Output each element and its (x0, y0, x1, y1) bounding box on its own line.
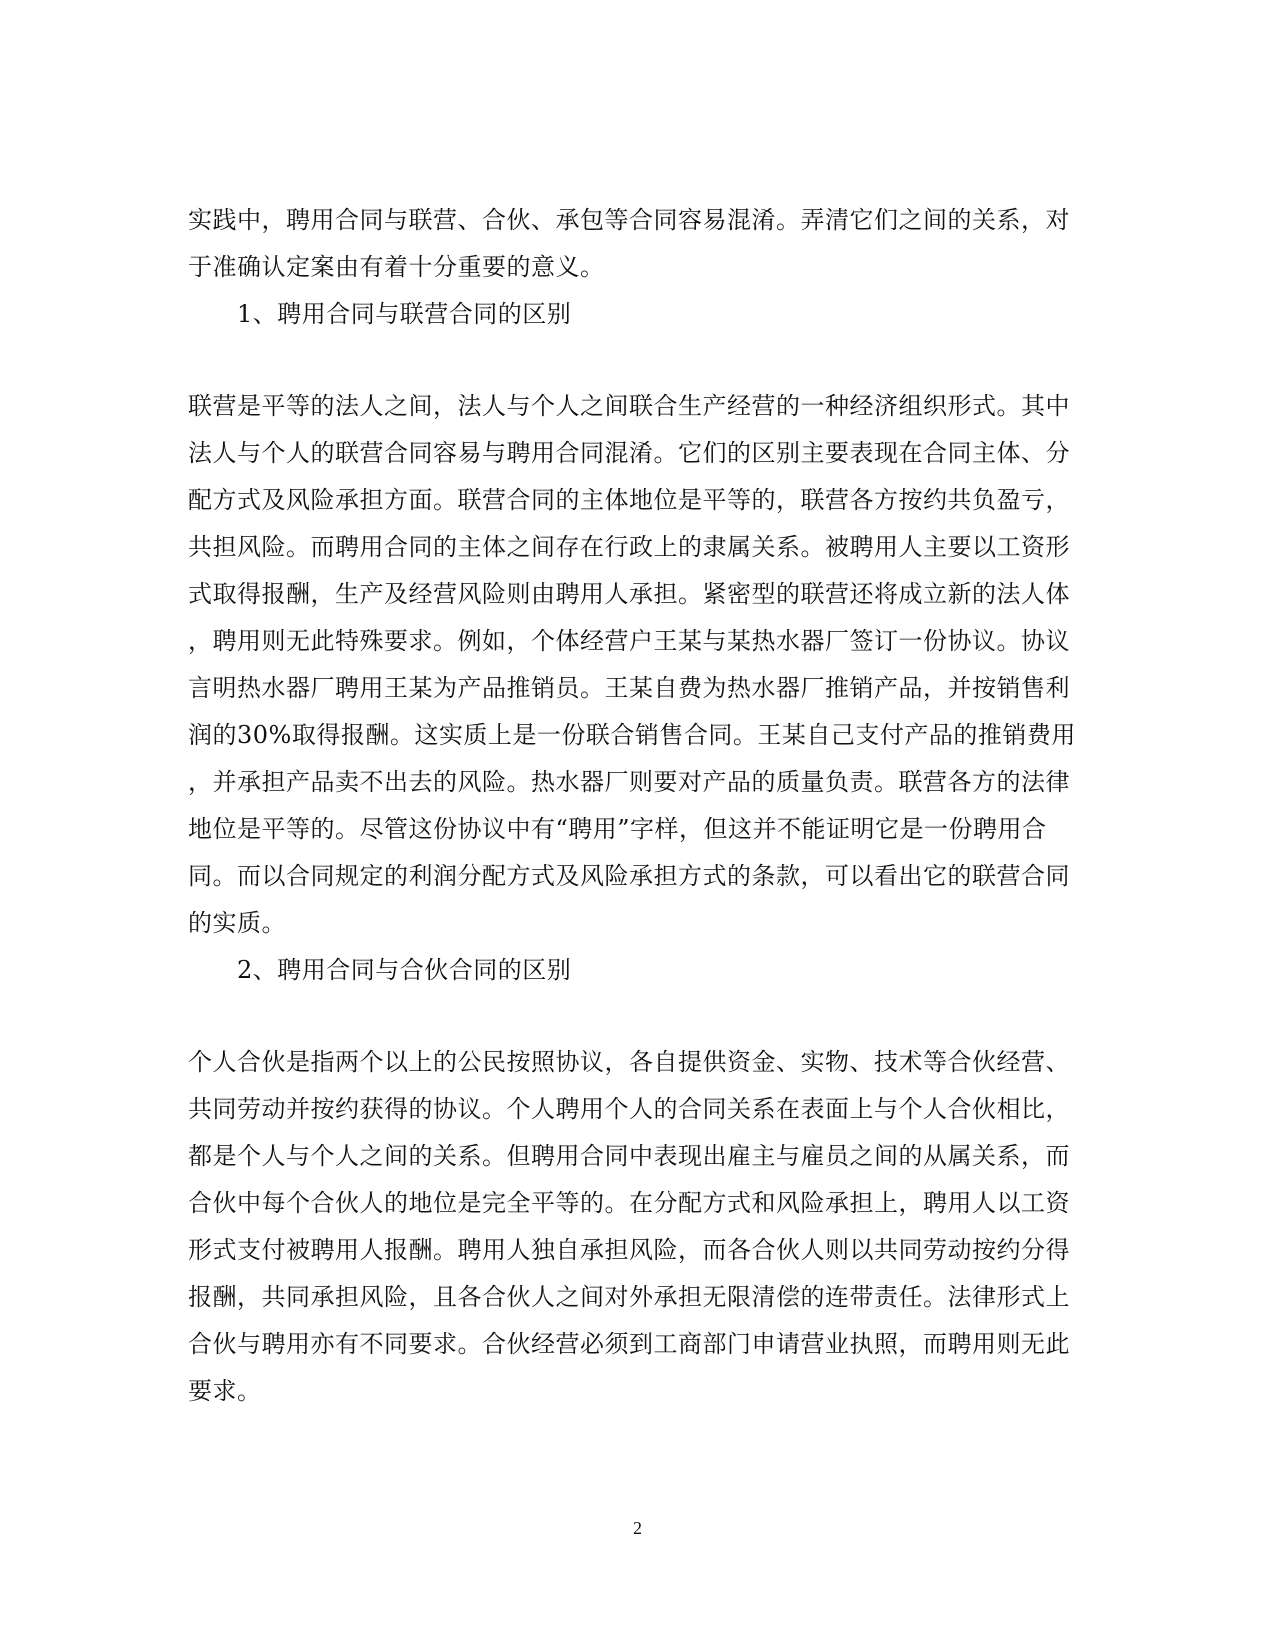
section-2-line-2: 共同劳动并按约获得的协议。个人聘用个人的合同关系在表面上与个人合伙相比， (188, 1095, 1070, 1123)
page-number: 2 (633, 1518, 642, 1538)
section-2-line-1: 个人合伙是指两个以上的公民按照协议，各自提供资金、实物、技术等合伙经营、 (188, 1048, 1070, 1076)
section-1-line-9: ，并承担产品卖不出去的风险。热水器厂则要对产品的质量负责。联营各方的法律 (188, 768, 1070, 796)
section-1-line-1: 联营是平等的法人之间，法人与个人之间联合生产经营的一种经济组织形式。其中 (188, 392, 1070, 420)
intro-line-1: 实践中，聘用合同与联营、合伙、承包等合同容易混淆。弄清它们之间的关系，对 (188, 206, 1070, 234)
section-1-line-2: 法人与个人的联营合同容易与聘用合同混淆。它们的区别主要表现在合同主体、分 (188, 439, 1070, 467)
section-1-heading: 1、聘用合同与联营合同的区别 (237, 300, 572, 328)
section-1-line-11: 同。而以合同规定的利润分配方式及风险承担方式的条款，可以看出它的联营合同 (188, 862, 1070, 890)
section-1-line-6: ，聘用则无此特殊要求。例如，个体经营户王某与某热水器厂签订一份协议。协议 (188, 627, 1070, 655)
section-2-line-3: 都是个人与个人之间的关系。但聘用合同中表现出雇主与雇员之间的从属关系，而 (188, 1142, 1070, 1170)
section-1-line-5: 式取得报酬，生产及经营风险则由聘用人承担。紧密型的联营还将成立新的法人体 (188, 580, 1070, 608)
section-2-line-4: 合伙中每个合伙人的地位是完全平等的。在分配方式和风险承担上，聘用人以工资 (188, 1189, 1070, 1217)
section-1-line-10: 地位是平等的。尽管这份协议中有“聘用”字样，但这并不能证明它是一份聘用合 (188, 815, 1047, 843)
section-1-line-3: 配方式及风险承担方面。联营合同的主体地位是平等的，联营各方按约共负盈亏， (188, 486, 1070, 514)
section-1-line-12: 的实质。 (188, 909, 286, 937)
section-1-line-7: 言明热水器厂聘用王某为产品推销员。王某自费为热水器厂推销产品，并按销售利 (188, 674, 1070, 702)
section-1-line-4: 共担风险。而聘用合同的主体之间存在行政上的隶属关系。被聘用人主要以工资形 (188, 533, 1070, 561)
section-1-line-8: 润的30%取得报酬。这实质上是一份联合销售合同。王某自己支付产品的推销费用 (188, 721, 1076, 749)
section-2-line-5: 形式支付被聘用人报酬。聘用人独自承担风险，而各合伙人则以共同劳动按约分得 (188, 1236, 1070, 1264)
intro-line-2: 于准确认定案由有着十分重要的意义。 (188, 253, 605, 281)
section-2-line-8: 要求。 (188, 1377, 262, 1405)
section-2-heading: 2、聘用合同与合伙合同的区别 (237, 956, 572, 984)
section-2-line-7: 合伙与聘用亦有不同要求。合伙经营必须到工商部门申请营业执照，而聘用则无此 (188, 1330, 1070, 1358)
section-2-line-6: 报酬，共同承担风险，且各合伙人之间对外承担无限清偿的连带责任。法律形式上 (188, 1283, 1070, 1311)
